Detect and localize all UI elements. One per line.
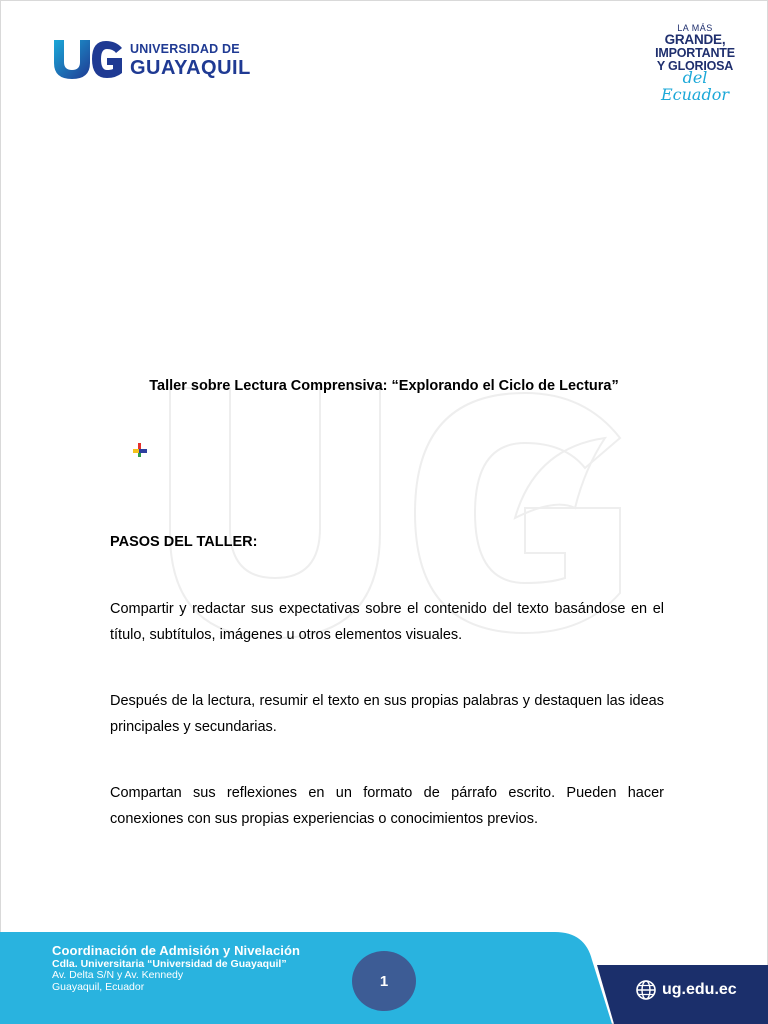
- logo-text: [130, 43, 251, 78]
- footer-org: Coordinación de Admisión y Nivelación: [52, 943, 301, 958]
- footer-address-3: Guayaquil, Ecuador: [52, 981, 145, 994]
- ug-logo-icon: [52, 38, 126, 80]
- section-heading: PASOS DEL TALLER:: [110, 534, 258, 550]
- paragraph-1: Compartir y redactar sus expectativas sobre el contenido del texto basándose en el título, subtítulos, imágenes u otros elementos visuales.: [110, 601, 664, 643]
- website-text: ug.edu.ec: [662, 981, 737, 998]
- slogan: [650, 24, 740, 103]
- slogan-line-5: del Ecuador: [660, 68, 729, 104]
- slogan-line-4: Y GLORIOSA: [656, 58, 734, 73]
- logo-line-1: UNIVERSIDAD DE: [130, 42, 240, 56]
- paragraph-3: Compartan sus reflexiones en un formato de párrafo escrito. Pueden hacer conexiones con sus propias experiencias o conocimientos previos.: [110, 785, 664, 827]
- footer-address-block: [52, 944, 300, 994]
- slogan-line-2: GRANDE,: [664, 32, 726, 48]
- document-title: Taller sobre Lectura Comprensiva: “Explorando el Ciclo de Lectura”: [149, 378, 619, 394]
- university-logo: [52, 38, 252, 82]
- footer-address-1: Cdla. Universitaria “Universidad de Guayaquil”: [52, 957, 287, 970]
- logo-line-2: GUAYAQUIL: [130, 56, 251, 79]
- footer: [0, 930, 768, 1024]
- website-link[interactable]: [636, 980, 737, 1000]
- paragraph-2: Después de la lectura, resumir el texto en sus propias palabras y destaquen las ideas principales y secundarias.: [110, 693, 664, 735]
- footer-address-2: Av. Delta S/N y Av. Kennedy: [52, 969, 184, 982]
- globe-icon: [636, 980, 656, 1000]
- slogan-line-3: IMPORTANTE: [655, 45, 735, 60]
- slogan-line-1: LA MÁS: [677, 23, 713, 33]
- bullet-icon: [133, 443, 147, 457]
- page-number: 1: [352, 951, 416, 1011]
